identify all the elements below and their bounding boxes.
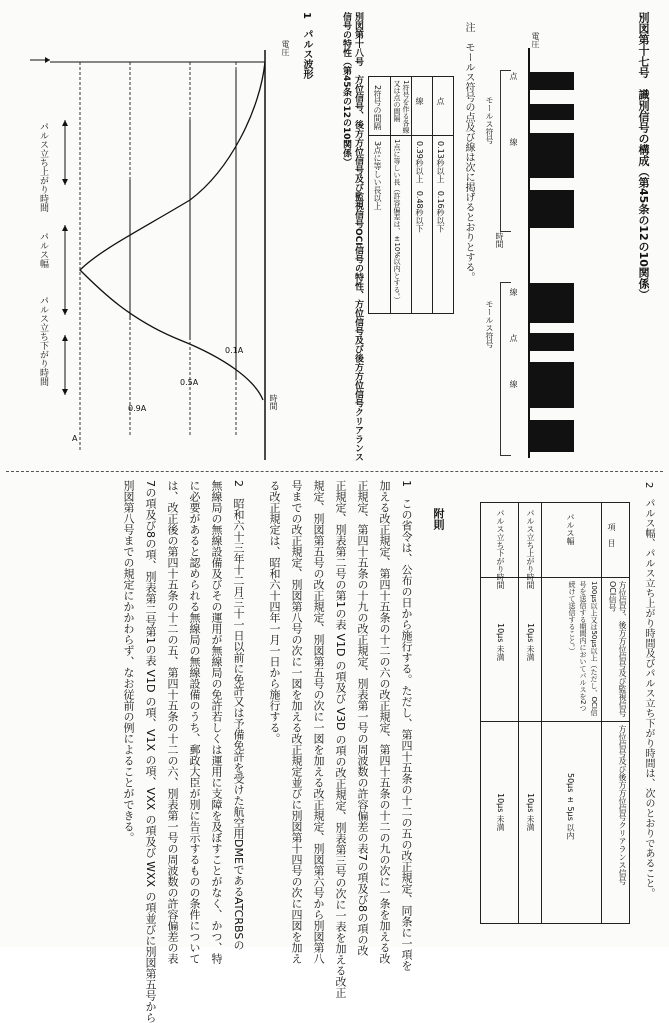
table1-header: 線 xyxy=(415,97,424,105)
level-09a-label: 0.9A xyxy=(128,404,147,413)
table2-row-a: 10μs 未満 xyxy=(526,623,535,661)
paragraph-line: 1 この省令は、公布の日から施行する。ただし、第四十五条の十二の五の改正規定、同条に一項を xyxy=(400,480,413,971)
signal-dash-bar xyxy=(530,362,574,408)
time-label: 時間 xyxy=(495,232,504,248)
signal-dot-bar xyxy=(530,104,574,120)
rise-time-label: パルス立ち上がり時間 xyxy=(38,122,48,212)
paragraph-line: 無線局の無線設備及びその運用が無線局の免許若しくは運用に支障を及ぼすことがなく、かつ、特 xyxy=(210,480,223,964)
morse-note: 注 モールス符号の点及び線は次に掲げるとおりとする。 xyxy=(463,22,474,282)
table1-value: 1点に等しい長（許容偏差は、±10%以内とする。） xyxy=(393,139,401,304)
paragraph-line: 正規定、第四十五条の十九の改正規定、別表第一号の周波数の許容偏差の表7の項及び8の項の改 xyxy=(356,480,369,956)
table1-value: 0.39秒以上 0.48秒以下 xyxy=(415,141,424,233)
table2-row-item: パルス立ち上がり時間 xyxy=(526,509,535,589)
table2-row-a: 10μs 未満 xyxy=(496,623,505,661)
dash-label: 線 xyxy=(509,288,518,296)
table1-header: 点 xyxy=(436,97,445,105)
table1-value: 3点に等しい長以上 xyxy=(373,141,382,211)
morse-label-right: モールス符号 xyxy=(485,300,494,348)
supplementary-heading: 附則 xyxy=(432,508,445,530)
dot-label: 点 xyxy=(509,334,518,342)
table1-header: 1符号を作る各線又は点の間隔 xyxy=(393,80,410,134)
pulse-width-label: パルス幅 xyxy=(38,232,48,268)
table1-value: 0.13秒以上 0.16秒以下 xyxy=(436,141,445,233)
level-05a-label: 0.5A xyxy=(180,378,199,387)
paragraph-line: 別図第八号までの規定にかかわらず、なお従前の例によることができる。 xyxy=(122,480,135,843)
morse-timing-table xyxy=(368,76,454,314)
table2-row-b: 50μs ± 5μs 以内 xyxy=(566,773,575,840)
table2-col-item: 項 目 xyxy=(607,523,616,547)
code-bracket xyxy=(500,282,511,456)
pulse-voltage-label: 電圧 xyxy=(281,40,290,56)
pulse-time-label: 時間 xyxy=(269,394,278,410)
paragraph-line: に必要があると認められる無線局の無線設備のうち、郵政大臣が別に告示するものの条件について xyxy=(188,480,201,964)
level-01a-label: 0.1A xyxy=(225,346,244,355)
pulse-heading: 1 パルス波形 xyxy=(301,12,312,79)
dot-label: 点 xyxy=(509,72,518,80)
dash-label: 線 xyxy=(509,380,518,388)
pulse-waveform-svg xyxy=(20,40,280,465)
table2-row-item: パルス幅 xyxy=(566,513,575,545)
signal-dot-bar xyxy=(530,333,574,351)
level-a-label: A xyxy=(72,434,78,443)
morse-label-left: モールス符号 xyxy=(485,96,494,144)
pulse-table-heading: 2 パルス幅、パルス立ち上がり時間及びパルス立ち下がり時間は、次のとおりであること。 xyxy=(643,482,654,899)
paragraph-line: は、改正後の第四十五条の十二の五、第四十五条の十二の六、別表第一号の周波数の許容偏差の表 xyxy=(166,480,179,964)
table2-row-b: 10μs 未満 xyxy=(526,793,535,831)
table2-col-a: 方位信号、後方方位信号及び監視信号OCI信号 xyxy=(608,581,627,717)
paragraph-line: 正規定、別表第二号の第1の表 V1D の項及び V3D の項の改正規定、別表第三号の次に一表を加える改正 xyxy=(334,480,347,998)
paragraph-line: 加える改正規定、第四十五条の十二の六の改正規定、第四十五条の十二の九の次に一条を加える改 xyxy=(378,480,391,964)
paragraph-line: る改正規定は、昭和六十四年一月一日から施行する。 xyxy=(268,480,281,744)
voltage-label: 電圧 xyxy=(531,32,540,48)
fall-time-label: パルス立ち下がり時間 xyxy=(38,296,48,386)
figure17-title: 別図第十七号 識別信号の構成（第45条の12の10関係） xyxy=(637,12,650,300)
table2-row-a: 100μs以上又は50μs以上（ただし、OCI信号を送信する期間内においてパルスを2つ続けて送信すること。） xyxy=(568,581,598,716)
table2-row-item: パルス立ち下がり時間 xyxy=(496,509,505,589)
signal-dash-bar xyxy=(530,190,574,228)
signal-dash-bar xyxy=(530,420,574,452)
signal-dash-bar xyxy=(530,133,574,178)
table2-row-b: 10μs 未満 xyxy=(496,793,505,831)
dash-label: 線 xyxy=(509,138,518,146)
paragraph-line: 2 昭和六十三年十二月三十一日以前に免許又は予備免許を受けた航空用DMEであるATCRBSの xyxy=(232,480,245,951)
signal-dot-bar xyxy=(530,72,574,90)
page-divider xyxy=(6,471,663,472)
code-bracket xyxy=(500,70,511,232)
table2-col-b: 方位信号及び後方方位信号クリアランス信号 xyxy=(618,725,627,885)
table1-header: 2符号の間隔 xyxy=(373,85,382,131)
figure18-title: 別図第十八号 方位信号、後方方位信号及び監視信号OCI信号の特性、方位信号及び後方方位信号クリアランス信号の特性（第45条の12の10関係） xyxy=(341,12,363,462)
paragraph-line: 規定、別図第五号の改正規定、別図第五号の次に一図を加える改正規定、別図第六号から別図第八 xyxy=(312,480,325,964)
signal-dash-bar xyxy=(530,283,574,323)
paragraph-line: 7の項及び8の項、別表第二号第1の表 V1D の項、V1X の項、VXX の項及び WXX の項並びに別図第五号から xyxy=(144,480,157,1023)
paragraph-line: 号までの改正規定、別図第八号の次に一図を加える改正規定並びに別図第十四号の次に四図を加え xyxy=(290,480,303,964)
pulse-characteristics-table xyxy=(480,502,630,924)
